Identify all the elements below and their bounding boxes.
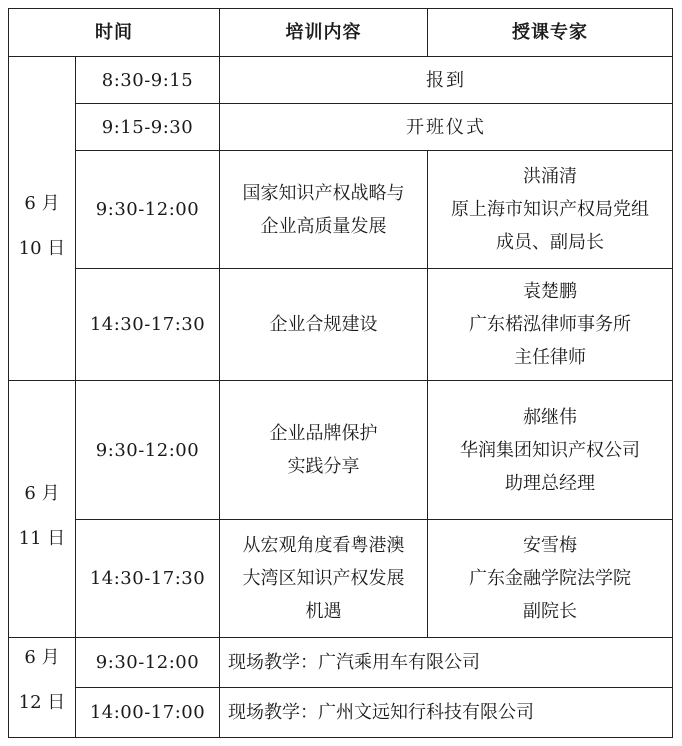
table-row	[9, 520, 673, 638]
table-row	[9, 688, 673, 738]
session-time: 9:30-12:00	[76, 381, 220, 520]
content-line: 企业高质量发展	[260, 215, 387, 237]
expert-name: 洪涌清	[523, 166, 577, 187]
header-content: 培训内容	[220, 9, 428, 57]
day-cell-june-12	[9, 638, 76, 738]
day-month: 6 月	[24, 192, 60, 214]
day-day: 10 日	[18, 237, 66, 259]
session-time: 9:15-9:30	[76, 104, 220, 151]
session-expert	[428, 151, 673, 269]
session-content: 现场教学：广州文远知行科技有限公司	[220, 688, 673, 738]
table-row	[9, 104, 673, 151]
session-content	[220, 520, 428, 638]
expert-title: 助理总经理	[505, 472, 595, 494]
expert-title: 副院长	[523, 601, 577, 622]
expert-title: 华润集团知识产权公司	[460, 439, 640, 461]
expert-title: 主任律师	[514, 347, 586, 368]
content-line: 从宏观角度看粤港澳	[242, 535, 405, 556]
expert-title: 成员、副局长	[496, 232, 604, 253]
session-content: 报到	[220, 57, 673, 104]
session-time: 8:30-9:15	[76, 57, 220, 104]
day-day: 11 日	[18, 528, 66, 549]
session-content	[220, 269, 428, 381]
content-line: 企业品牌保护	[269, 423, 378, 444]
session-content: 开班仪式	[220, 104, 673, 151]
header-time: 时间	[9, 9, 220, 57]
table-row	[9, 269, 673, 381]
session-time: 9:30-12:00	[76, 638, 220, 688]
content-line: 实践分享	[287, 456, 360, 477]
content-line: 企业合规建设	[269, 314, 378, 335]
session-time: 14:30-17:30	[76, 269, 220, 381]
session-expert	[428, 520, 673, 638]
expert-title: 广东金融学院法学院	[469, 568, 631, 589]
day-day: 12 日	[18, 691, 66, 713]
content-line: 大湾区知识产权发展	[242, 568, 405, 589]
session-content: 现场教学：广汽乘用车有限公司	[220, 638, 673, 688]
session-time: 14:00-17:00	[76, 688, 220, 738]
expert-name: 郝继伟	[523, 406, 577, 428]
expert-title: 广东楉泓律师事务所	[469, 314, 631, 335]
content-line: 国家知识产权战略与	[242, 182, 405, 204]
table-row	[9, 57, 673, 104]
content-line: 机遇	[305, 601, 342, 622]
table-row	[9, 151, 673, 269]
training-schedule-table	[8, 8, 673, 738]
session-time: 14:30-17:30	[76, 520, 220, 638]
day-month: 6 月	[24, 646, 60, 668]
expert-name: 安雪梅	[523, 535, 577, 556]
expert-name: 袁楚鹏	[523, 281, 577, 302]
session-expert	[428, 269, 673, 381]
header-expert: 授课专家	[428, 9, 673, 57]
expert-title: 原上海市知识产权局党组	[451, 199, 649, 220]
header-row	[9, 9, 673, 57]
session-content	[220, 151, 428, 269]
day-cell-june-10	[9, 57, 76, 381]
session-expert	[428, 381, 673, 520]
table-row	[9, 381, 673, 520]
session-time: 9:30-12:00	[76, 151, 220, 269]
day-cell-june-11	[9, 381, 76, 638]
session-content	[220, 381, 428, 520]
table-row	[9, 638, 673, 688]
day-month: 6 月	[24, 483, 60, 504]
